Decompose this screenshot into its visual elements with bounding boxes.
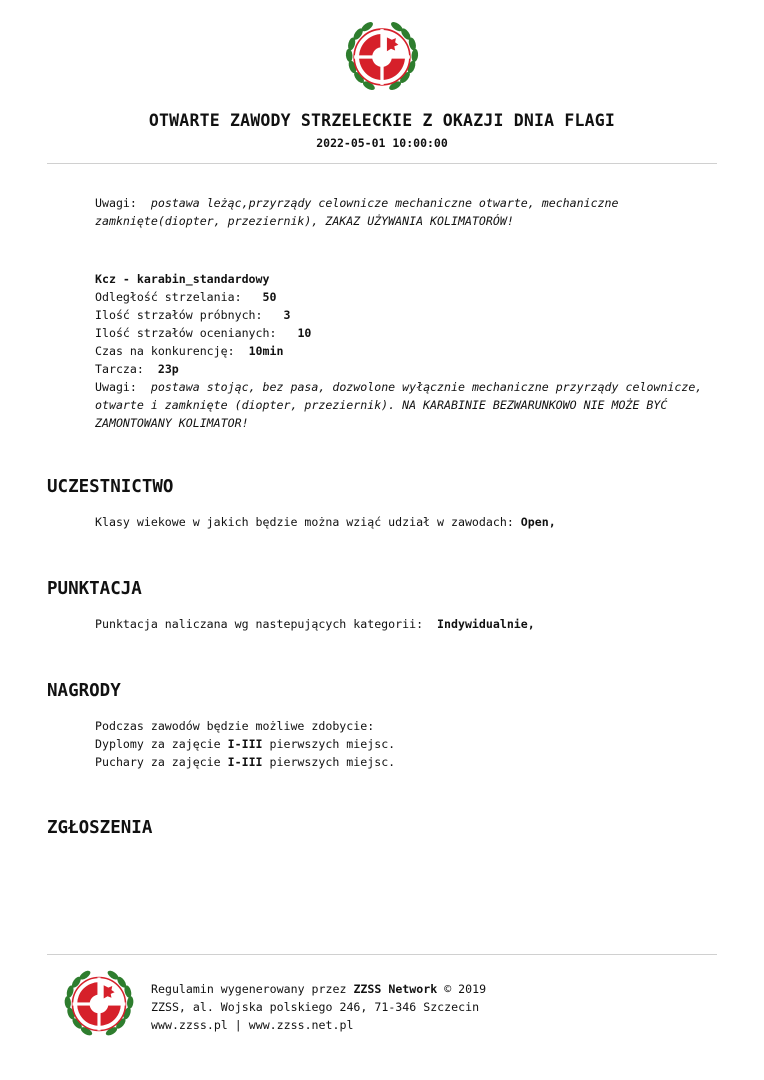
prizes-body <box>95 717 715 771</box>
scoring-value: Indywidualnie, <box>437 617 535 631</box>
prizes-intro: Podczas zawodów będzie możliwe zdobycie: <box>95 719 375 733</box>
footer-address: ZZSS, al. Wojska polskiego 246, 71-346 Szczecin <box>151 1000 480 1014</box>
scored-shots-value: 10 <box>297 326 312 340</box>
distance-value: 50 <box>262 290 277 304</box>
general-notes <box>95 194 715 230</box>
prizes-line1-bold: I-III <box>227 737 263 751</box>
footer-brand: ZZSS Network <box>353 982 438 996</box>
scored-shots-row <box>95 324 715 342</box>
registration-heading: ZGŁOSZENIA <box>47 818 153 838</box>
footer-divider <box>47 954 717 955</box>
notes-text-1: postawa leżąc,przyrządy celownicze mechaniczne otwarte, mechaniczne <box>150 196 619 210</box>
prizes-line1-pre: Dyplomy za zajęcie <box>95 737 221 751</box>
scoring-text: Punktacja naliczana wg nastepujących kategorii: <box>95 617 424 631</box>
footer-link-separator: | <box>234 1018 242 1032</box>
trial-shots-label: Ilość strzałów próbnych: <box>95 308 263 322</box>
general-notes-line-2 <box>95 212 715 230</box>
target-value: 23p <box>157 362 179 376</box>
notes-text-2: zamknięte(diopter, przeziernik), ZAKAZ UŻYWANIA KOLIMATORÓW! <box>95 214 514 228</box>
event-datetime: 2022-05-01 10:00:00 <box>316 136 448 150</box>
footer-link-zzss-net-pl[interactable]: www.zzss.net.pl <box>248 1018 354 1032</box>
scoring-heading: PUNKTACJA <box>47 579 142 599</box>
trial-shots-value: 3 <box>283 308 291 322</box>
participation-text: Klasy wiekowe w jakich będzie można wziąć udział w zawodach: <box>95 515 514 529</box>
distance-label: Odległość strzelania: <box>95 290 242 304</box>
prizes-line2-post: pierwszych miejsc. <box>269 755 396 769</box>
zzss-emblem-logo <box>341 16 423 98</box>
time-value: 10min <box>248 344 284 358</box>
competition-name: Kcz - karabin_standardowy <box>95 272 270 286</box>
competition-notes-line-1 <box>95 378 715 396</box>
footer-link-zzss-pl[interactable]: www.zzss.pl <box>151 1018 228 1032</box>
time-label: Czas na konkurencję: <box>95 344 235 358</box>
footer-info <box>151 980 486 1034</box>
competition-notes-text-1: postawa stojąc, bez pasa, dozwolone wyłącznie mechaniczne przyrządy celownicze, <box>150 380 703 394</box>
notes-label: Uwagi: <box>95 196 137 210</box>
participation-body <box>95 513 715 531</box>
zzss-footer-emblem-logo <box>60 964 138 1044</box>
time-row <box>95 342 715 360</box>
prizes-cups-row <box>95 753 715 771</box>
participation-heading: UCZESTNICTWO <box>47 477 174 497</box>
competition-notes-text-3: ZAMONTOWANY KOLIMATOR! <box>95 416 249 430</box>
competition-notes-label: Uwagi: <box>95 380 137 394</box>
target-row <box>95 360 715 378</box>
target-label: Tarcza: <box>95 362 144 376</box>
competition-details <box>95 270 715 432</box>
general-notes-line-1 <box>95 194 715 212</box>
prizes-line2-pre: Puchary za zajęcie <box>95 755 221 769</box>
footer-copyright: © 2019 <box>444 982 487 996</box>
competition-notes-text-2: otwarte i zamknięte (diopter, przeziernik). NA KARABINIE BEZWARUNKOWO NIE MOŻE BYĆ <box>95 398 668 412</box>
participation-value: Open, <box>520 515 556 529</box>
footer-links <box>151 1016 486 1034</box>
scored-shots-label: Ilość strzałów ocenianych: <box>95 326 277 340</box>
prizes-line1-post: pierwszych miejsc. <box>269 737 396 751</box>
header-divider <box>47 163 717 164</box>
distance-row <box>95 288 715 306</box>
scoring-body <box>95 615 715 633</box>
trial-shots-row <box>95 306 715 324</box>
prizes-heading: NAGRODY <box>47 681 121 701</box>
prizes-line2-bold: I-III <box>227 755 263 769</box>
page-title: OTWARTE ZAWODY STRZELECKIE Z OKAZJI DNIA FLAGI <box>148 111 616 130</box>
prizes-diplomas-row <box>95 735 715 753</box>
footer-line1-pre: Regulamin wygenerowany przez <box>151 982 347 996</box>
footer-generated-by <box>151 980 486 998</box>
